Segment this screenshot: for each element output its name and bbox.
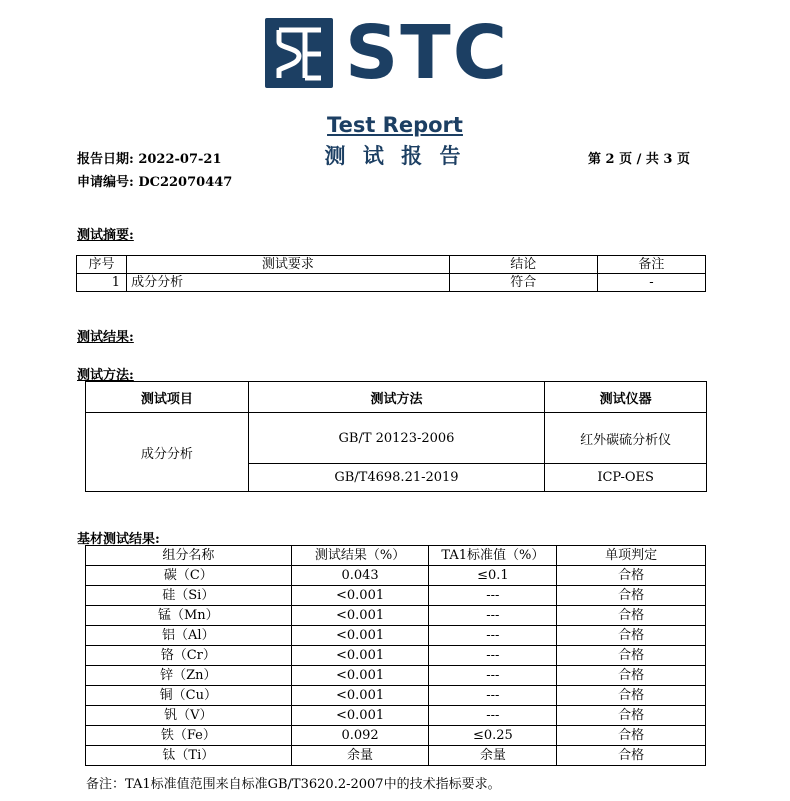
footnote: 备注：TA1标准值范围来自标准GB/T3620.2-2007中的技术指标要求。 (86, 777, 501, 792)
table-cell: ≤0.25 (429, 726, 557, 746)
table-cell: 合格 (557, 726, 706, 746)
stc-seal-logo-icon (265, 18, 333, 88)
table-cell: 合格 (557, 686, 706, 706)
table-row (86, 666, 706, 686)
report-title-en: Test Report (327, 113, 463, 137)
table-cell: 合格 (557, 566, 706, 586)
table-cell: 0.043 (291, 566, 429, 586)
table-header-row (86, 546, 706, 566)
table-cell: 余量 (429, 746, 557, 766)
table-cell: 合格 (557, 586, 706, 606)
header-cell: 备注 (597, 256, 705, 274)
table-cell: ICP-OES (545, 464, 707, 492)
header-cell: 组分名称 (86, 546, 292, 566)
header-cell: 测试仪器 (545, 382, 707, 413)
table-row (86, 646, 706, 666)
table-cell: 合格 (557, 666, 706, 686)
table-cell: --- (429, 586, 557, 606)
header-cell: 测试项目 (86, 382, 249, 413)
table-cell: 铁（Fe） (86, 726, 292, 746)
table-cell: 铜（Cu） (86, 686, 292, 706)
application-number: 申请编号: DC22070447 (77, 175, 233, 190)
table-header-row (77, 256, 706, 274)
results-heading: 测试结果: (77, 330, 134, 345)
table-cell: 钒（V） (86, 706, 292, 726)
header-cell: 测试结果（%） (291, 546, 429, 566)
table-cell: 锰（Mn） (86, 606, 292, 626)
table-row (86, 586, 706, 606)
table-cell: --- (429, 606, 557, 626)
table-row (86, 746, 706, 766)
table-cell: --- (429, 666, 557, 686)
summary-table (76, 255, 706, 292)
table-cell: 硅（Si） (86, 586, 292, 606)
table-cell: 铬（Cr） (86, 646, 292, 666)
table-cell: 碳（C） (86, 566, 292, 586)
table-cell: 1 (77, 274, 127, 292)
table-row (86, 413, 707, 464)
table-cell: <0.001 (291, 646, 429, 666)
table-cell: GB/T4698.21-2019 (248, 464, 545, 492)
summary-heading: 测试摘要: (77, 228, 134, 243)
table-cell: 余量 (291, 746, 429, 766)
table-row (77, 274, 706, 292)
table-row (86, 606, 706, 626)
stc-logo (265, 10, 517, 96)
method-heading: 测试方法: (77, 368, 134, 383)
header-cell: 单项判定 (557, 546, 706, 566)
table-cell: --- (429, 706, 557, 726)
table-cell: - (597, 274, 705, 292)
table-cell: <0.001 (291, 686, 429, 706)
table-cell: 合格 (557, 606, 706, 626)
table-row (86, 706, 706, 726)
page-number: 第 2 页 / 共 3 页 (588, 152, 690, 167)
table-cell: ≤0.1 (429, 566, 557, 586)
base-results-table (85, 545, 706, 766)
table-cell: --- (429, 686, 557, 706)
table-cell: <0.001 (291, 586, 429, 606)
logo-text: STC (345, 10, 510, 96)
table-cell: 合格 (557, 746, 706, 766)
report-date: 报告日期: 2022-07-21 (77, 152, 222, 167)
report-title-cn: 测 试 报 告 (324, 143, 466, 168)
table-cell: --- (429, 626, 557, 646)
base-results-heading: 基材测试结果: (77, 532, 160, 547)
table-cell: 0.092 (291, 726, 429, 746)
table-cell: 钛（Ti） (86, 746, 292, 766)
table-cell: 成分分析 (86, 413, 249, 492)
header-cell: 结论 (449, 256, 597, 274)
table-cell: <0.001 (291, 706, 429, 726)
table-cell: 锌（Zn） (86, 666, 292, 686)
header-cell: TA1标准值（%） (429, 546, 557, 566)
table-row (86, 686, 706, 706)
header-cell: 测试要求 (127, 256, 450, 274)
table-cell: 合格 (557, 626, 706, 646)
table-cell: <0.001 (291, 666, 429, 686)
table-cell: 成分分析 (127, 274, 450, 292)
table-cell: 红外碳硫分析仪 (545, 413, 707, 464)
table-cell: 符合 (449, 274, 597, 292)
method-table (85, 381, 707, 492)
table-cell: <0.001 (291, 606, 429, 626)
table-cell: GB/T 20123-2006 (248, 413, 545, 464)
table-header-row (86, 382, 707, 413)
header-cell: 序号 (77, 256, 127, 274)
table-cell: 铝（Al） (86, 626, 292, 646)
table-cell: --- (429, 646, 557, 666)
table-cell: 合格 (557, 706, 706, 726)
table-cell: 合格 (557, 646, 706, 666)
table-row (86, 726, 706, 746)
header-cell: 测试方法 (248, 382, 545, 413)
table-row (86, 626, 706, 646)
table-row (86, 566, 706, 586)
table-cell: <0.001 (291, 626, 429, 646)
